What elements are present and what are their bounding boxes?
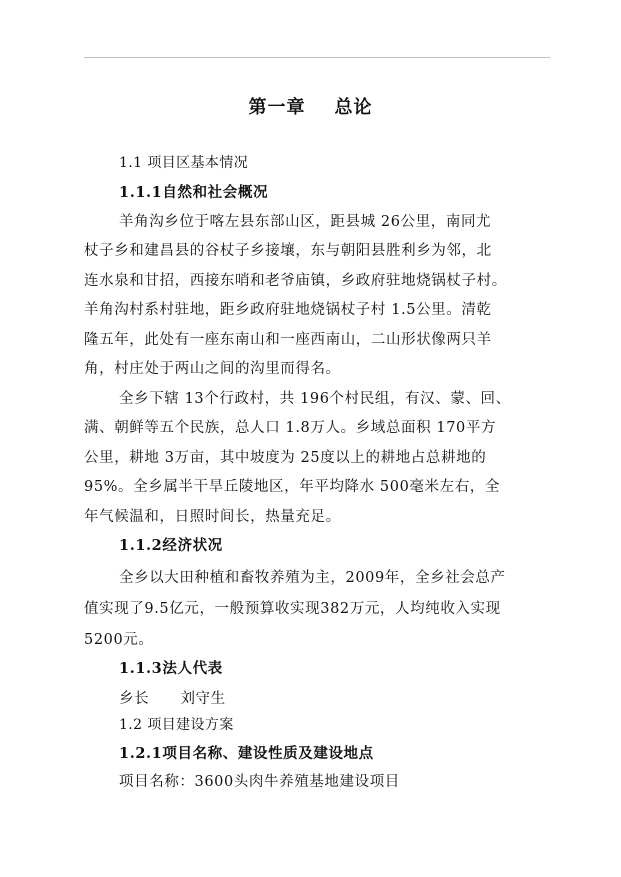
paragraph-1-line-4: 羊角沟村系村驻地，距乡政府驻地烧锅杖子村 1.5公里。清乾 — [84, 302, 492, 318]
paragraph-2-line-2: 满、朝鲜等五个民族，总人口 1.8万人。乡域总面积 170平方 — [84, 420, 497, 436]
project-name: 项目名称：3600头肉牛养殖基地建设项目 — [119, 774, 400, 790]
paragraph-1-line-2: 杖子乡和建昌县的谷杖子乡接壤，东与朝阳县胜利乡为邻，北 — [84, 243, 492, 259]
paragraph-2-line-3: 公里，耕地 3万亩，其中坡度为 25度以上的耕地占总耕地的 — [84, 450, 487, 466]
subsection-heading-1-1-3: 1.1.3法人代表 — [119, 660, 223, 677]
legal-representative: 乡长 刘守生 — [119, 691, 226, 707]
paragraph-1-line-1: 羊角沟乡位于喀左县东部山区，距县城 26公里，南同尤 — [119, 214, 492, 230]
paragraph-3-line-2: 值实现了9.5亿元，一般预算收实现382万元，人均纯收入实现 — [84, 601, 501, 617]
subsection-heading-1-1-2: 1.1.2经济状况 — [119, 537, 223, 554]
subsection-heading-1-2-1: 1.2.1项目名称、建设性质及建设地点 — [119, 745, 374, 762]
paragraph-1-line-6: 角，村庄处于两山之间的沟里而得名。 — [84, 361, 341, 377]
paragraph-1-line-3: 连水泉和甘招，西接东哨和老爷庙镇，乡政府驻地烧锅杖子村。 — [84, 273, 507, 289]
chapter-title: 第一章 总论 — [248, 97, 373, 118]
paragraph-1-line-5: 隆五年，此处有一座东南山和一座西南山，二山形状像两只羊 — [84, 332, 492, 348]
section-heading-1-2: 1.2 项目建设方案 — [119, 717, 234, 733]
paragraph-3-line-1: 全乡以大田种植和畜牧养殖为主，2009年，全乡社会总产 — [119, 570, 506, 586]
header-rule — [84, 57, 550, 58]
paragraph-2-line-4: 95%。全乡属半干旱丘陵地区，年平均降水 500毫米左右，全 — [84, 479, 501, 495]
paragraph-3-line-3: 5200元。 — [84, 632, 154, 648]
paragraph-2-line-1: 全乡下辖 13个行政村，共 196个村民组，有汉、蒙、回、 — [119, 391, 511, 407]
paragraph-2-line-5: 年气候温和，日照时间长，热量充足。 — [84, 509, 341, 525]
subsection-heading-1-1-1: 1.1.1自然和社会概况 — [119, 184, 269, 201]
section-heading-1-1: 1.1 项目区基本情况 — [119, 155, 249, 171]
